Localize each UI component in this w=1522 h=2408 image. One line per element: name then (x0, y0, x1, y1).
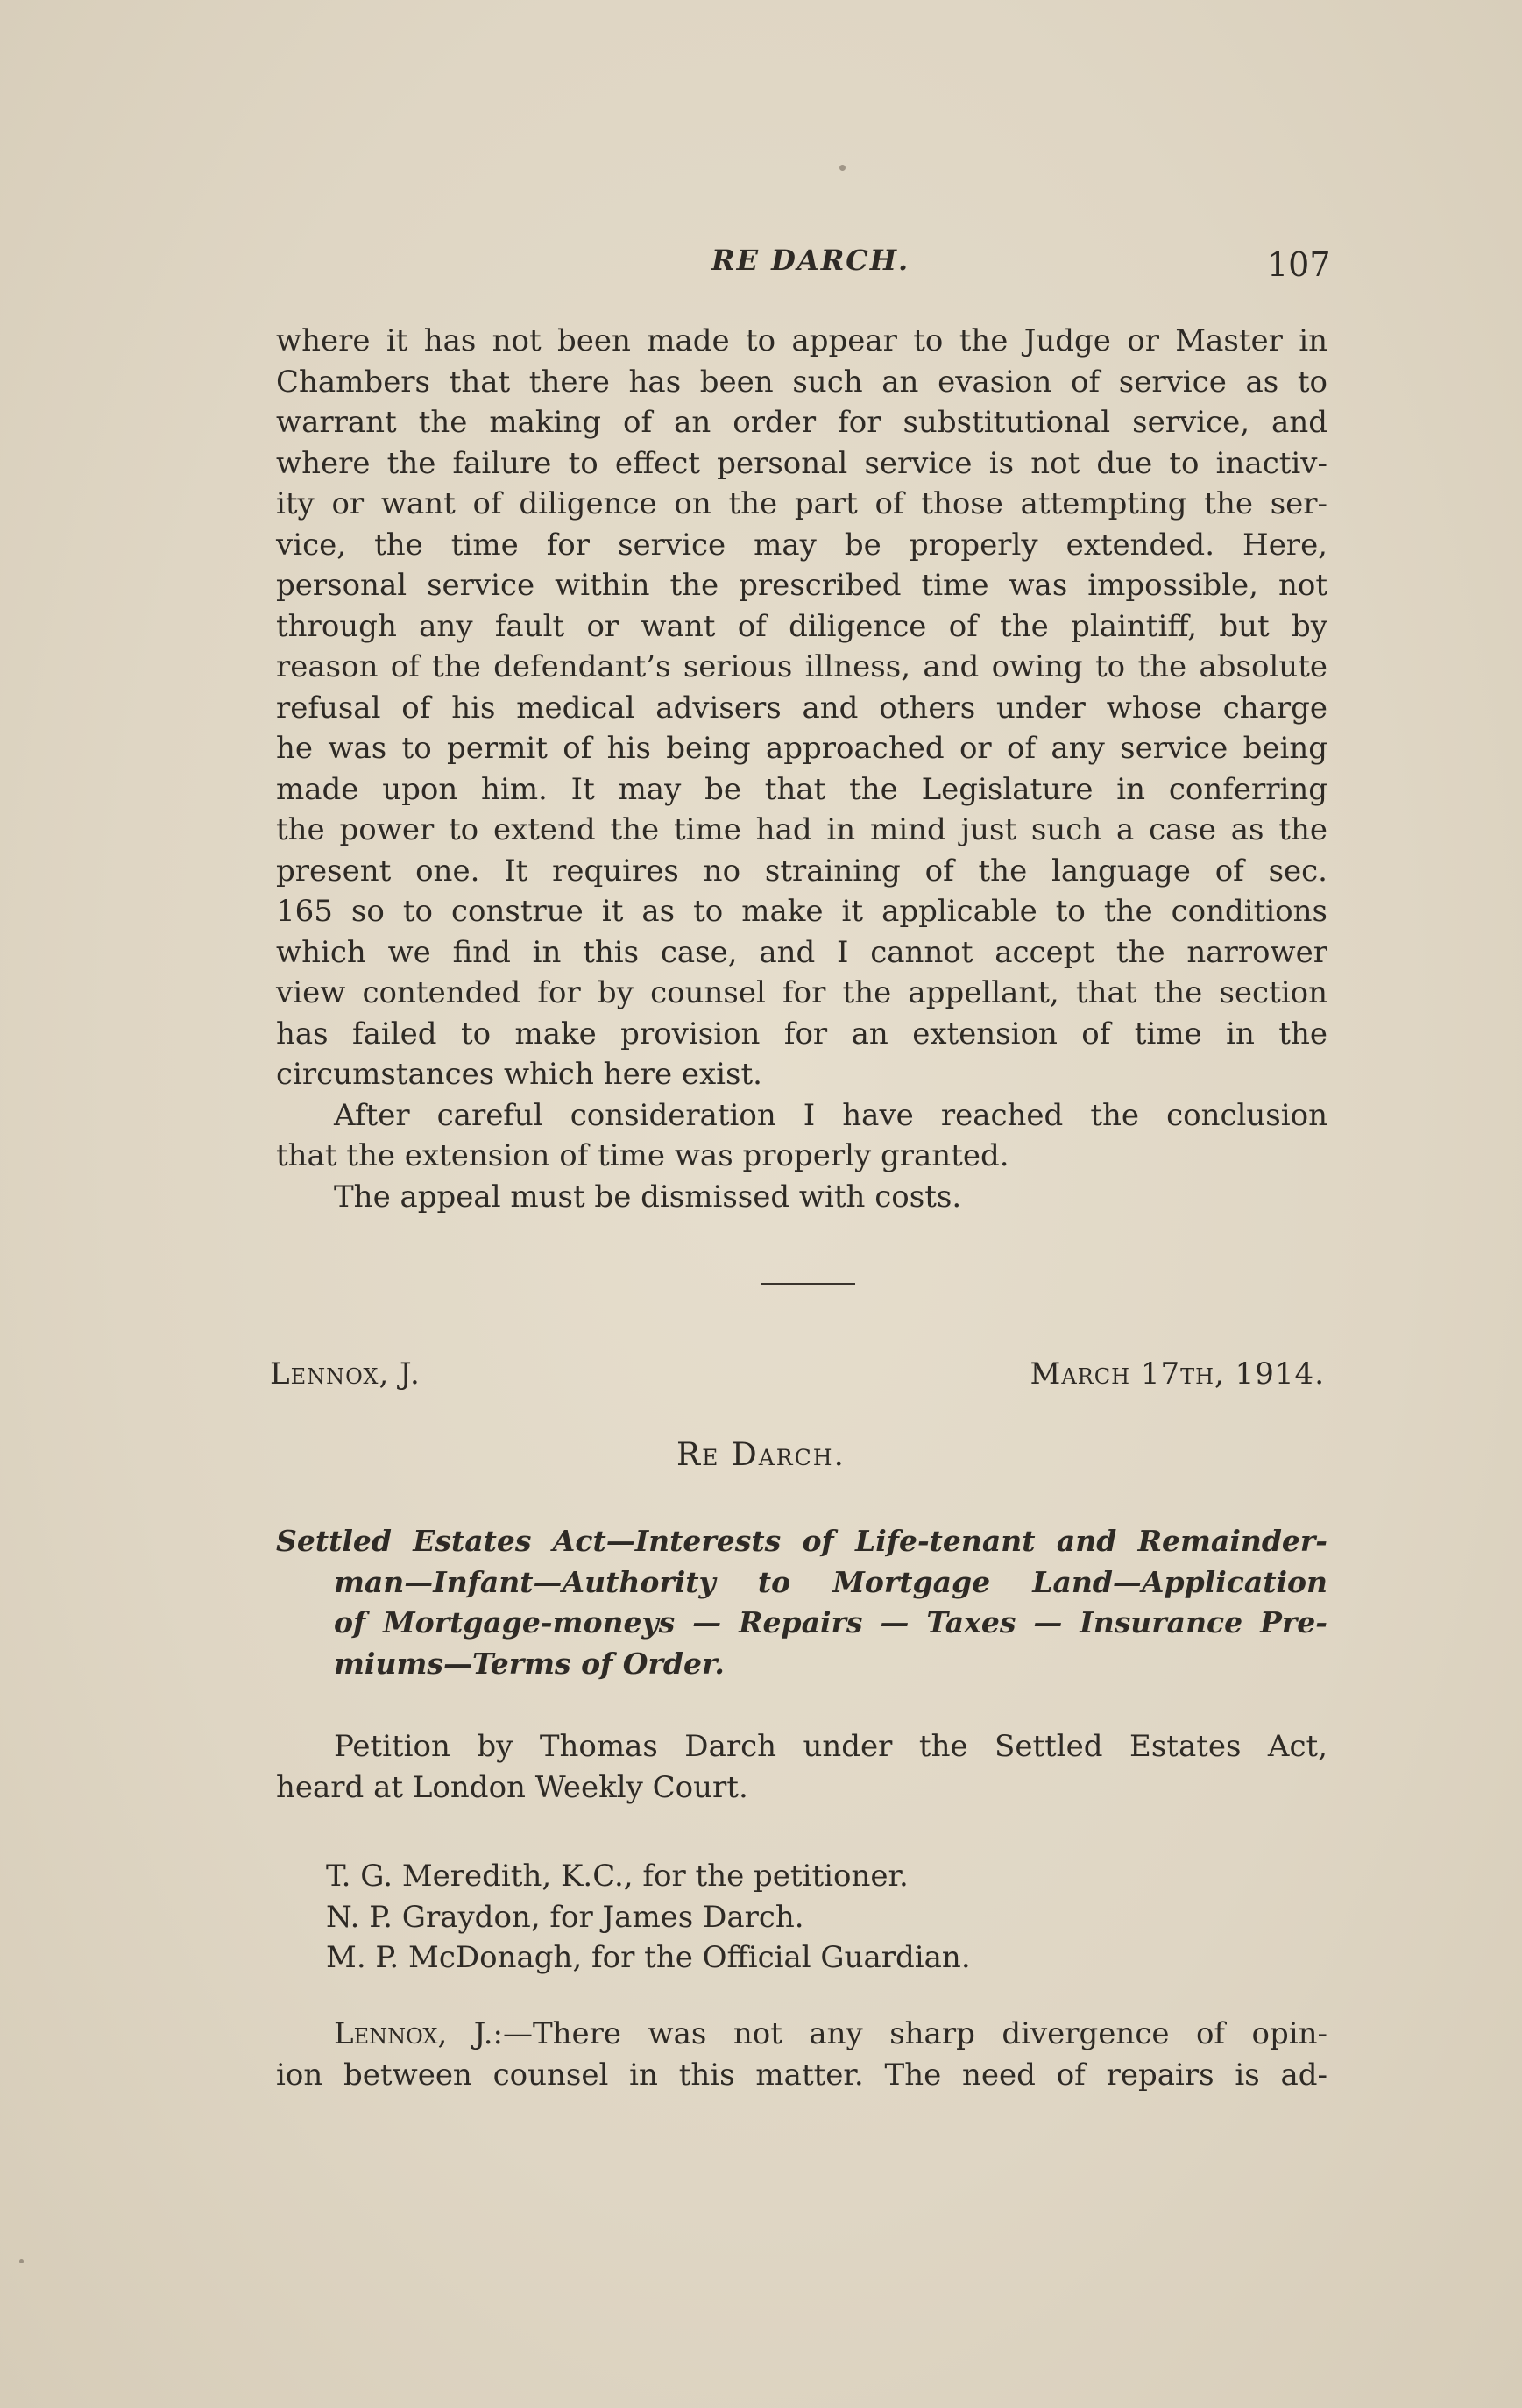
body-line: After careful consideration I have reached the conclusion (334, 1097, 1327, 1133)
case-judge: Lennox, J. (270, 1356, 421, 1392)
body-line: ity or want of diligence on the part of those attempting the ser- (276, 486, 1327, 521)
body-line: reason of the defendant’s serious illness, and owing to the absolute (276, 649, 1327, 684)
body-line: he was to permit of his being approached or of any service being (276, 731, 1327, 766)
case-title: Re Darch. (676, 1437, 846, 1473)
judgment-line (276, 2014, 1327, 2055)
body-line: has failed to make provision for an extension of time in the (276, 1016, 1327, 1052)
body-line: through any fault or want of diligence of the plaintiff, but by (276, 608, 1327, 644)
headnote-line: miums—Terms of Order. (334, 1646, 725, 1681)
body-line: vice, the time for service may be properly extended. Here, (276, 527, 1327, 563)
body-line: 165 so to construe it as to make it applicable to the conditions (276, 894, 1327, 929)
section-divider (761, 1283, 855, 1285)
headnote (276, 1521, 1327, 1684)
body-line: which we find in this case, and I cannot accept the narrower (276, 934, 1327, 970)
body-line: where the failure to effect personal service is not due to inactiv- (276, 445, 1327, 481)
counsel-line: N. P. Graydon, for James Darch. (326, 1899, 804, 1935)
body-line: circumstances which here exist. (276, 1057, 762, 1092)
body-line: refusal of his medical advisers and others under whose charge (276, 690, 1327, 726)
counsel-list (326, 1856, 971, 1979)
headnote-line: man—Infant—Authority to Mortgage Land—Application (334, 1564, 1327, 1599)
body-line: warrant the making of an order for substitutional service, and (276, 405, 1327, 440)
body-line: made upon him. It may be that the Legislature in conferring (276, 771, 1327, 807)
page-number: 107 (1267, 245, 1331, 284)
judgment-line: ion between counsel in this matter. The need of repairs is ad- (276, 2057, 1327, 2093)
judgment-judge-name: Lennox, J. (334, 2016, 493, 2051)
judgment-paragraph (276, 2014, 1327, 2095)
body-line: the power to extend the time had in mind just such a case as the (276, 812, 1327, 847)
body-line: Chambers that there has been such an evasion of service as to (276, 364, 1327, 400)
body-paragraphs (276, 321, 1327, 1217)
petition-line: heard at London Weekly Court. (276, 1769, 748, 1805)
judgment-line-text: :—There was not any sharp divergence of opin- (492, 2016, 1327, 2051)
running-head: RE DARCH. (711, 244, 910, 277)
case-date: March 17th, 1914. (1030, 1356, 1325, 1392)
body-line: The appeal must be dismissed with costs. (334, 1179, 962, 1215)
paper-speck (19, 2259, 24, 2263)
counsel-line: M. P. McDonagh, for the Official Guardian. (326, 1940, 971, 1975)
counsel-line: T. G. Meredith, K.C., for the petitioner. (326, 1859, 909, 1894)
paper-speck (839, 165, 846, 171)
body-line: present one. It requires no straining of the language of sec. (276, 853, 1327, 889)
body-line: view contended for by counsel for the appellant, that the section (276, 975, 1327, 1010)
body-line: personal service within the prescribed time was impossible, not (276, 568, 1327, 603)
body-line: where it has not been made to appear to the Judge or Master in (276, 323, 1327, 358)
headnote-line: of Mortgage-moneys — Repairs — Taxes — Insurance Pre- (334, 1605, 1327, 1640)
body-line: that the extension of time was properly granted. (276, 1138, 1009, 1173)
petition-line: Petition by Thomas Darch under the Settled Estates Act, (334, 1729, 1327, 1764)
headnote-line: Settled Estates Act—Interests of Life-tenant and Remainder- (276, 1524, 1327, 1558)
petition-paragraph (276, 1726, 1327, 1808)
